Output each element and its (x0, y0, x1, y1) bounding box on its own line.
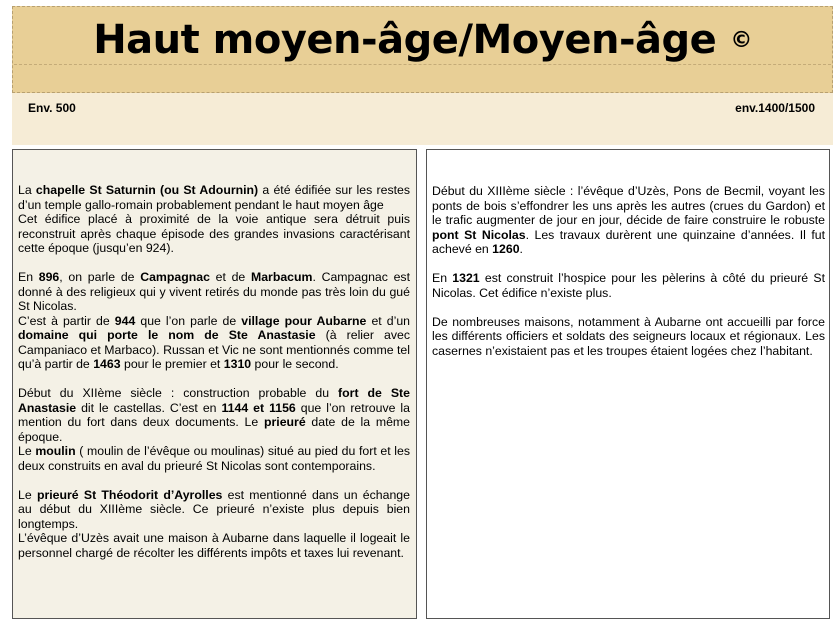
paragraph-campagnac (18, 270, 410, 372)
bold-run: 896 (38, 270, 60, 284)
text-run: et d’un (366, 313, 411, 328)
paragraph-prieure (18, 488, 410, 561)
bold-run: village pour Aubarne (241, 313, 367, 328)
text-run: pour le premier et (120, 357, 224, 371)
text-run: En (432, 271, 453, 285)
paragraph-pont (432, 184, 825, 257)
text-run: . Campagnac est donné à des religieux qui y vivent retirés du monde pas très loin du gué St Nicolas. (18, 270, 410, 313)
text-run: a été édifiée sur les restes d’un temple gallo-romain probablement pendant le haut moyen âge (18, 183, 410, 212)
text-run: Cet édifice placé à proximité de la voie antique sera détruit puis reconstruit après chaque épisode des grandes invasions caractérisant cette époque (jusqu’en 924). (18, 212, 410, 255)
text-run: et de (209, 270, 251, 284)
bold-run: fort de Ste Anastasie (18, 386, 410, 415)
text-run: En (18, 270, 39, 284)
bold-run: 1310 (223, 357, 252, 371)
text-run: dit le castellas. C’est en (76, 400, 222, 415)
bold-run: chapelle St Saturnin (ou St Adournin) (35, 183, 259, 197)
text-run: Début du XIIème siècle : construction probable du (18, 386, 339, 400)
text-run: que l’on parle de (135, 313, 242, 328)
bold-run: 944 (114, 313, 136, 328)
text-run: est construit l’hospice pour les pèlerins à côté du prieuré St Nicolas. Cet édifice n’existe plus. (432, 271, 825, 300)
text-run: date de la même époque. (18, 415, 411, 444)
page-title-text: Haut moyen-âge/Moyen-âge (93, 17, 717, 63)
bold-run: prieuré St Théodorit d’Ayrolles (36, 487, 223, 502)
timeline-end-label: env.1400/1500 (735, 101, 815, 115)
bold-run: Marbacum (250, 270, 313, 284)
text-run: De nombreuses maisons, notamment à Aubarne ont accueilli par force les différents officiers et soldats des seigneurs locaux et régionaux. Les casernes n’existaient pas et les troupes étaient logées chez l’habitant. (432, 314, 825, 358)
text-run: Le (18, 444, 36, 458)
text-run: pour le second. (251, 357, 339, 371)
text-run: , on parle de (59, 270, 141, 284)
bold-run: Campagnac (140, 270, 210, 284)
bold-run: 1463 (93, 357, 121, 371)
right-text-panel (426, 149, 830, 619)
text-run: L’évêque d’Uzès avait une maison à Aubarne dans laquelle il logeait le personnel chargé de récolter les différents impôts et taxes lui revenant. (18, 531, 410, 560)
paragraph-maisons (432, 315, 825, 359)
text-run: Début du XIIIème siècle : l’évêque d’Uzès, Pons de Becmil, voyant les ponts de bois s’effondrer les uns après les autres (crues du Gardon) et le trafic augmenter de jour en jour, décide de faire construire le robuste (432, 184, 825, 227)
bold-run: 1144 et 1156 (221, 400, 296, 415)
timeline-band (12, 93, 833, 145)
paragraph-chapelle (18, 183, 410, 256)
timeline-start-label: Env. 500 (28, 101, 76, 115)
text-run: est mentionné dans un échange au début du XIIIème siècle. Ce prieuré n’existe plus depuis bien longtemps. (18, 487, 410, 531)
text-run: La (18, 183, 36, 197)
paragraph-hospice (432, 271, 825, 300)
text-run: . (519, 242, 523, 256)
text-run: ( moulin de l’évêque ou moulinas) situé au pied du fort et les deux construits en aval du prieuré St Nicolas sont contemporains. (18, 444, 410, 473)
paragraph-fort (18, 386, 410, 473)
bold-run: pont St Nicolas (432, 227, 526, 242)
text-run: que l’on retrouve la mention du fort dans deux documents. Le (18, 400, 411, 429)
page-title (12, 16, 833, 65)
text-run: . Les travaux durèrent une quinzaine d’années. Il fut achevé en (432, 227, 825, 256)
bold-run: 1260 (492, 242, 520, 256)
bold-run: domaine qui porte le nom de Ste Anastasie (18, 328, 316, 342)
text-run: Le (18, 487, 37, 502)
bold-run: prieuré (263, 415, 306, 429)
copyright-symbol: © (730, 28, 752, 53)
bold-run: 1321 (452, 271, 480, 285)
bold-run: moulin (35, 444, 76, 458)
text-run: C’est à partir de (18, 313, 115, 328)
text-run: (à relier avec Campaniaco et Marbaco). Russan et Vic ne sont mentionnés comme tel qu’à partir de (18, 328, 411, 371)
left-text-panel (12, 149, 417, 619)
